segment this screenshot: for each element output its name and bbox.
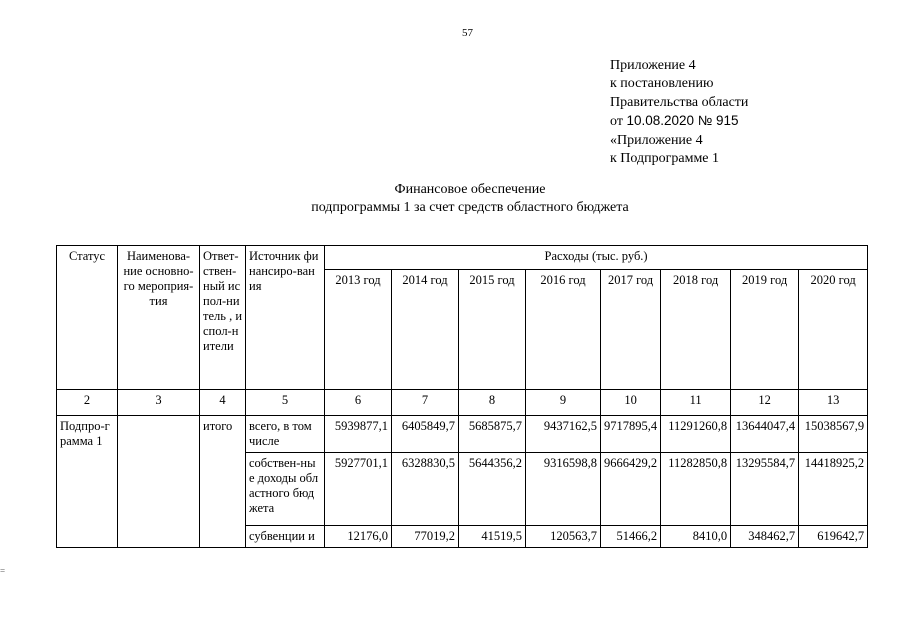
value-cell: 5927701,1 [325,453,392,526]
appendix-line-4 [610,112,748,131]
header-event-name: Наименова-ние основно-го мероприя-тия [118,246,200,390]
column-number: 5 [246,390,325,416]
column-number-row [57,390,868,416]
financing-table [56,245,868,548]
event-name-cell [118,416,200,548]
header-status: Статус [57,246,118,390]
value-cell: 348462,7 [731,526,799,548]
value-cell: 6405849,7 [392,416,459,453]
value-cell: 120563,7 [526,526,601,548]
header-year: 2020 год [799,270,868,390]
column-number: 8 [459,390,526,416]
appendix-date-prefix: от [610,114,627,130]
table-row [57,416,868,453]
value-cell: 11282850,8 [661,453,731,526]
appendix-line-5: «Приложение 4 [610,132,703,148]
document-title [270,181,670,217]
value-cell: 14418925,2 [799,453,868,526]
value-cell: 619642,7 [799,526,868,548]
order-number: 10.08.2020 № 915 [626,113,739,129]
value-cell: 9437162,5 [526,416,601,453]
header-row [57,246,868,270]
header-year: 2014 год [392,270,459,390]
value-cell: 13295584,7 [731,453,799,526]
title-line-2: подпрограммы 1 за счет средств областного бюджета [311,200,629,215]
column-number: 12 [731,390,799,416]
value-cell: 11291260,8 [661,416,731,453]
column-number: 11 [661,390,731,416]
column-number: 9 [526,390,601,416]
appendix-line-3: Правительства области [610,94,749,110]
value-cell: 9717895,4 [601,416,661,453]
header-responsible: Ответ-ствен-ный испол-нитель , испол-нители [200,246,246,390]
header-year: 2019 год [731,270,799,390]
column-number: 2 [57,390,118,416]
title-line-1: Финансовое обеспечение [394,182,546,197]
header-year: 2018 год [661,270,731,390]
appendix-block [610,57,748,168]
appendix-line-2: к постановлению [610,76,714,92]
value-cell: 13644047,4 [731,416,799,453]
appendix-line-6: к Подпрограмме 1 [610,151,720,167]
header-year: 2015 год [459,270,526,390]
header-year: 2013 год [325,270,392,390]
value-cell: 41519,5 [459,526,526,548]
header-year: 2016 год [526,270,601,390]
value-cell: 5939877,1 [325,416,392,453]
margin-mark: = [0,566,6,576]
header-funding-source: Источник финансиро-вания [246,246,325,390]
value-cell: 8410,0 [661,526,731,548]
source-cell: собствен-ные доходы областного бюджета [246,453,325,526]
header-year: 2017 год [601,270,661,390]
column-number: 10 [601,390,661,416]
value-cell: 9316598,8 [526,453,601,526]
header-expenses: Расходы (тыс. руб.) [325,246,868,270]
source-cell: всего, в том числе [246,416,325,453]
column-number: 13 [799,390,868,416]
page-number: 57 [462,27,473,39]
value-cell: 5685875,7 [459,416,526,453]
column-number: 4 [200,390,246,416]
value-cell: 9666429,2 [601,453,661,526]
status-cell: Подпро-грамма 1 [57,416,118,548]
value-cell: 15038567,9 [799,416,868,453]
responsible-cell: итого [200,416,246,548]
column-number: 3 [118,390,200,416]
source-cell: субвенции и [246,526,325,548]
column-number: 7 [392,390,459,416]
value-cell: 6328830,5 [392,453,459,526]
value-cell: 12176,0 [325,526,392,548]
column-number: 6 [325,390,392,416]
value-cell: 77019,2 [392,526,459,548]
appendix-line-1: Приложение 4 [610,58,696,73]
value-cell: 5644356,2 [459,453,526,526]
value-cell: 51466,2 [601,526,661,548]
